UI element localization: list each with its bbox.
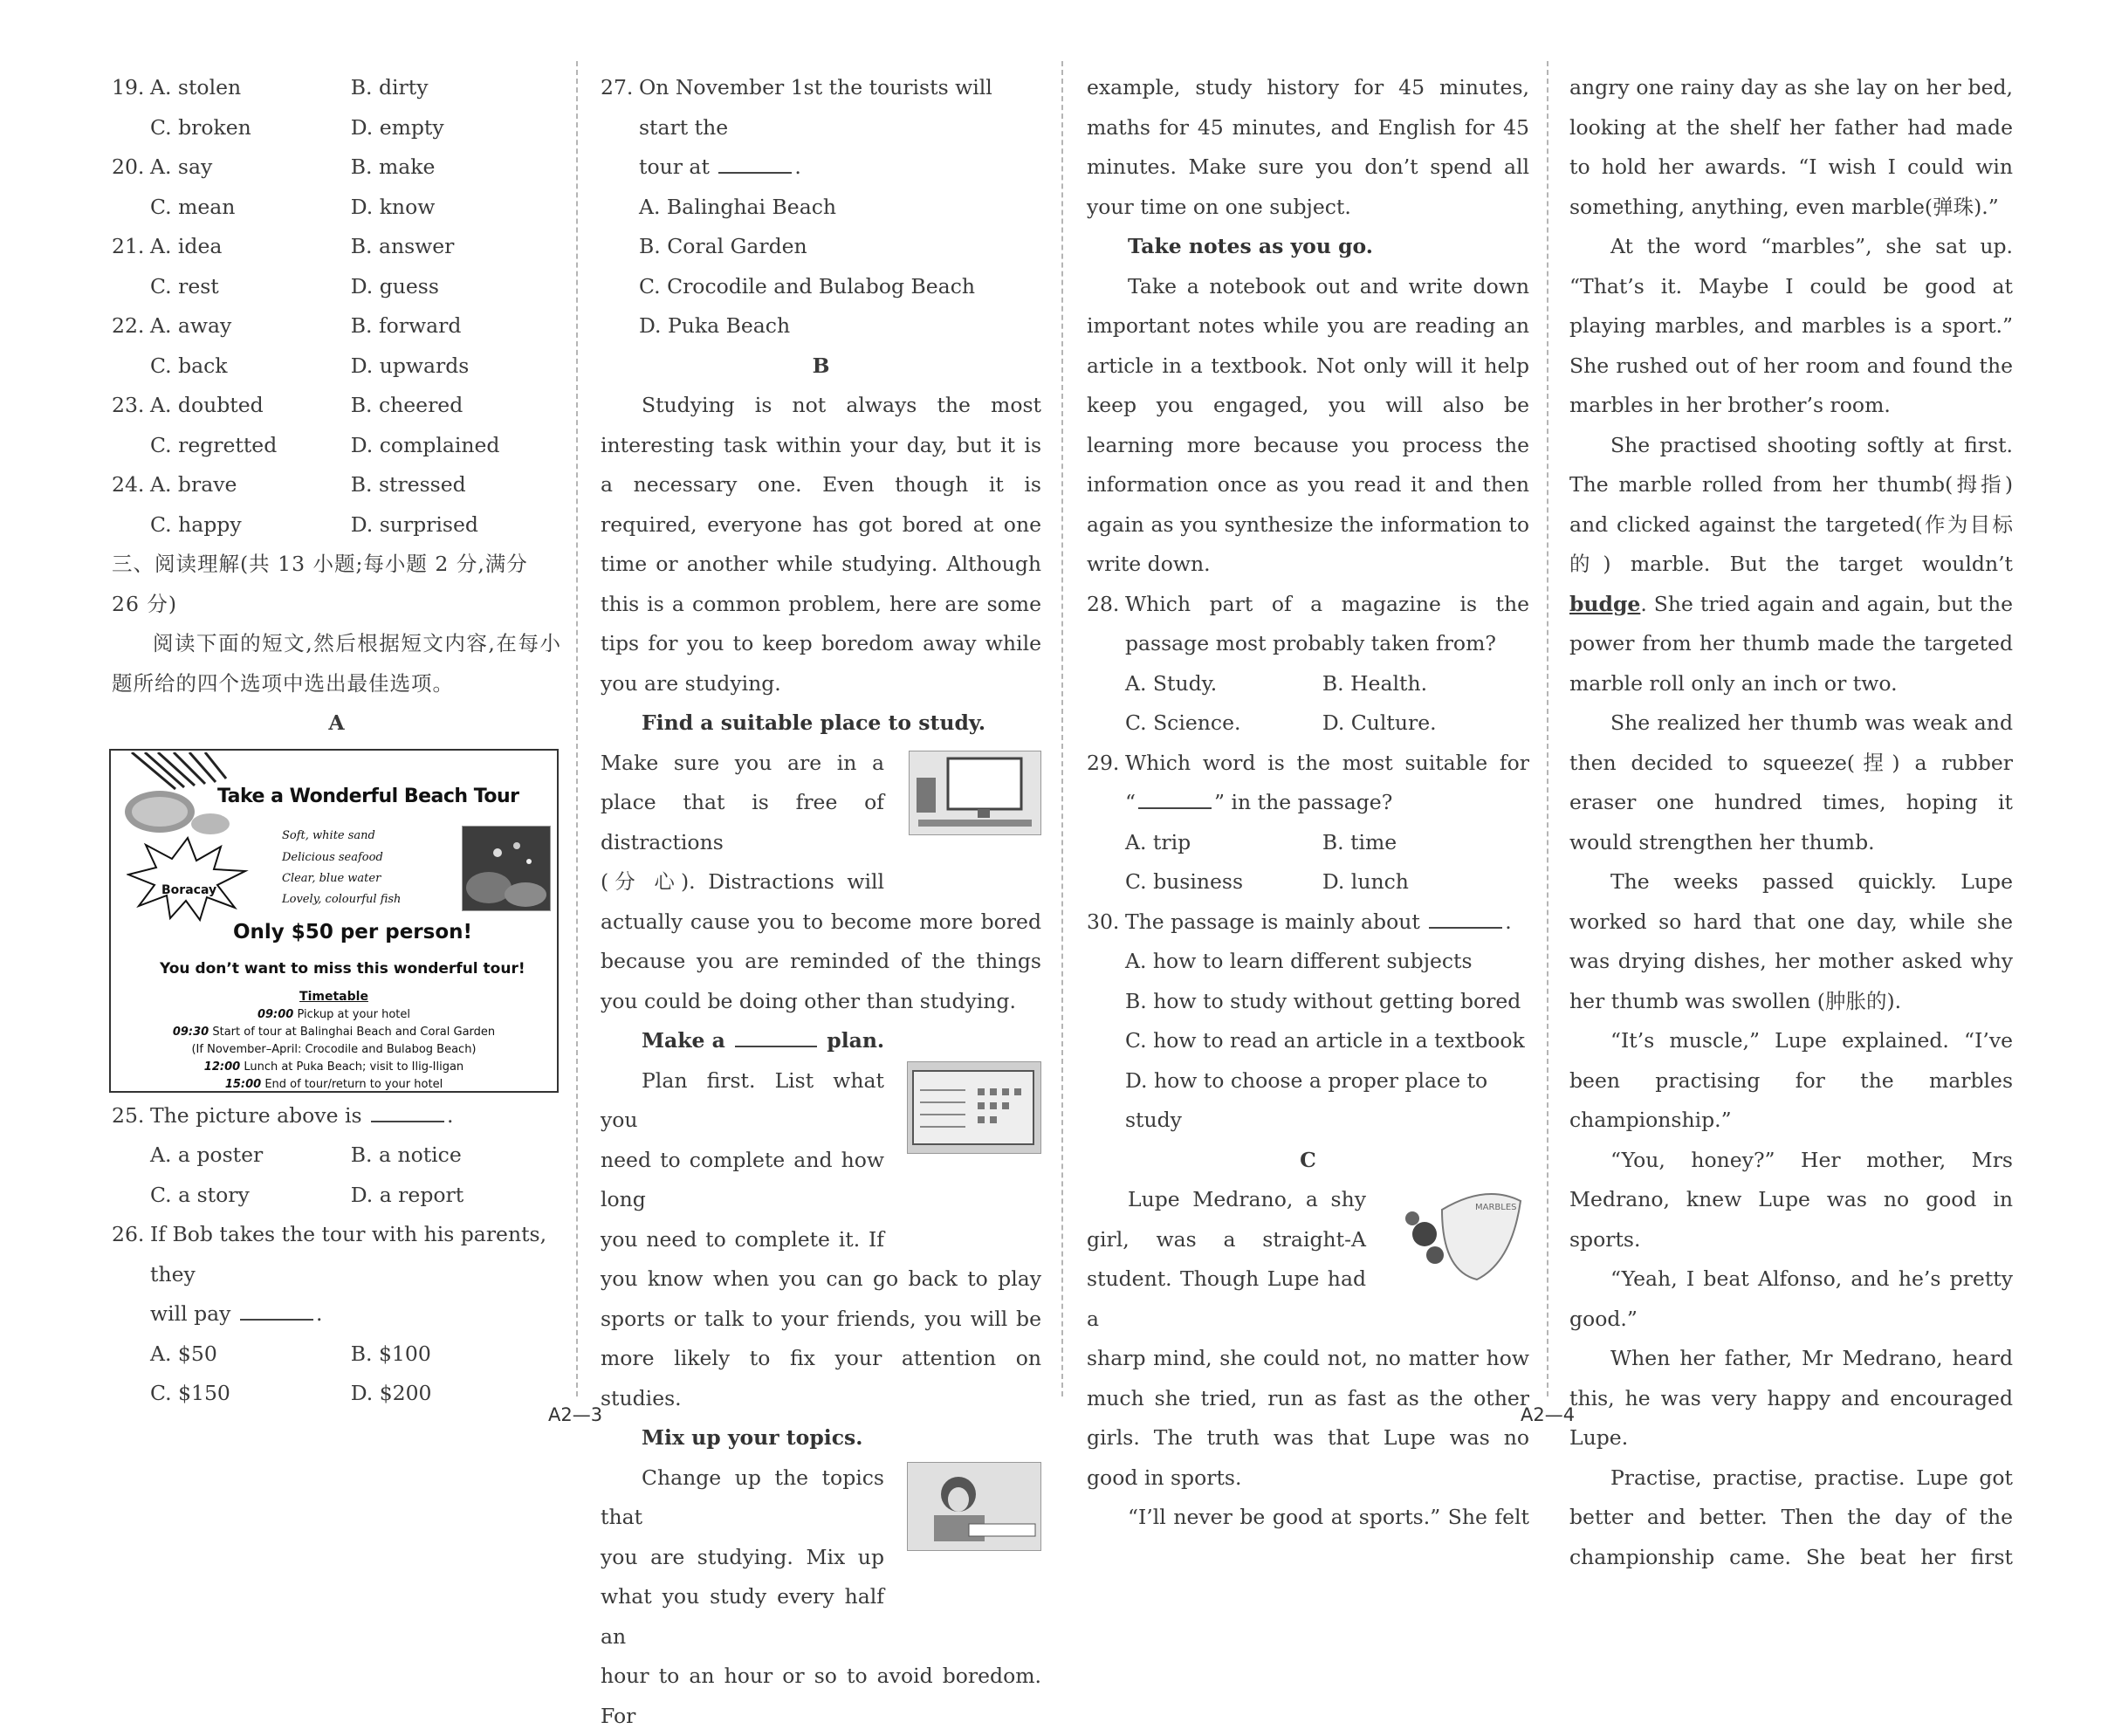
- passage-c-para2: “I’ll never be good at sports.” She felt: [1087, 1498, 1529, 1538]
- column-2: [601, 68, 1041, 1736]
- answer-blank: [718, 154, 792, 174]
- timetable-row: 09:00 Pickup at your hotel: [111, 995, 557, 1035]
- question-21: 21. A. idea B. answer: [112, 227, 561, 267]
- options-29-cd: C. business D. lunch: [1087, 862, 1529, 902]
- question-26: 26. If Bob takes the tour with his parents, they: [112, 1215, 561, 1294]
- answer-blank: [371, 1103, 444, 1122]
- timetable-row: 12:00 Lunch at Puka Beach; visit to Ilig-Iligan: [111, 1047, 557, 1088]
- passage-c-para: The weeks passed quickly. Lupe worked so hard that one day, while she was drying dishes, her mother asked why her thumb was swollen (肿胀的).: [1569, 862, 2013, 1021]
- tip3-block: Change up the topics that you are studying. Mix up what you study every half an hour to an hour or so to avoid boredom. For: [601, 1458, 1041, 1736]
- tip4-text: Take a notebook out and write down important notes while you are reading an article in a textbook. Not only will it help keep you engaged, you will also be learning more because you process the information once as you read it and then again as you synthesize the information to write down.: [1087, 267, 1529, 585]
- poster-title: Take a Wonderful Beach Tour: [217, 777, 518, 817]
- timetable-row: (If November–April: Crocodile and Bulabog Beach): [111, 1030, 557, 1070]
- option-30-a: A. how to learn different subjects: [1087, 942, 1529, 982]
- question-19: 19. A. stolen B. dirty: [112, 68, 561, 108]
- passage-c-para: “You, honey?” Her mother, Mrs Medrano, knew Lupe was no good in sports.: [1569, 1141, 2013, 1260]
- passage-c-para: “It’s muscle,” Lupe explained. “I’ve been practising for the marbles championship.”: [1569, 1021, 2013, 1141]
- column-3: [1087, 68, 1529, 1538]
- options-26-ab: A. $50 B. $100: [112, 1335, 561, 1375]
- page-number: A2—3: [548, 1404, 602, 1425]
- marbles-bag-illustration: [1390, 1184, 1529, 1287]
- options-25-cd: C. a story D. a report: [112, 1176, 561, 1216]
- svg-text:MARBLES: MARBLES: [1475, 1203, 1517, 1212]
- question-24: 24. A. brave B. stressed: [112, 465, 561, 505]
- passage-c-para: “Yeah, I beat Alfonso, and he’s pretty good.”: [1569, 1259, 2013, 1339]
- poster-feature: Soft, white sand: [282, 816, 375, 856]
- question-27-line2: tour at .: [601, 148, 1041, 188]
- column-divider: [1061, 61, 1063, 1396]
- tip-heading: Take notes as you go.: [1087, 227, 1529, 267]
- passage-c-para: When her father, Mr Medrano, heard this, he was very happy and encouraged Lupe.: [1569, 1339, 2013, 1458]
- poster-feature: Lovely, colourful fish: [282, 880, 401, 920]
- column-4: [1569, 68, 2013, 1577]
- question-29-line2: “ ” in the passage?: [1087, 783, 1529, 823]
- timetable-row: 09:30 Start of tour at Balinghai Beach and Coral Garden: [111, 1012, 557, 1053]
- options-29-ab: A. trip B. time: [1087, 823, 1529, 863]
- passage-b-intro: Studying is not always the most interesting task within your day, but it is a necessary one. Even though it is required, everyone has got bored at one time or another while studying. Although this is a common problem, here are some tips for you to keep boredom away while you are studying.: [601, 386, 1041, 703]
- question-22: 22. A. away B. forward: [112, 306, 561, 347]
- answer-blank: [1429, 909, 1502, 929]
- question-30: 30. The passage is mainly about .: [1087, 902, 1529, 943]
- part-a-heading: A: [112, 703, 561, 744]
- passage-c-text: sharp mind, she could not, no matter how much she tried, run as fast as the other girls. The truth was that Lupe was no good in sports.: [1087, 1339, 1529, 1498]
- option-30-b: B. how to study without getting bored: [1087, 982, 1529, 1022]
- option-27-b: B. Coral Garden: [601, 227, 1041, 267]
- timetable-row: 15:00 End of tour/return to your hotel: [111, 1065, 557, 1093]
- options-24-cd: C. happy D. surprised: [112, 505, 561, 546]
- tip2-text: you know when you can go back to play sports or talk to your friends, you will be more likely to fix your attention on studies.: [601, 1259, 1041, 1418]
- passage-c-para: At the word “marbles”, she sat up. “That’s it. Maybe I could be good at playing marbles, and marbles is a sport.” She rushed out of her room and found the marbles in her brother’s room.: [1569, 227, 2013, 426]
- column-1: [112, 68, 561, 1414]
- question-26-line2: will pay .: [112, 1294, 561, 1335]
- poster-price: Only $50 per person!: [233, 913, 472, 953]
- question-23: 23. A. doubted B. cheered: [112, 386, 561, 426]
- beach-tour-poster: [109, 749, 559, 1093]
- question-27: 27. On November 1st the tourists will start the: [601, 68, 1041, 148]
- options-23-cd: C. regretted D. complained: [112, 426, 561, 466]
- option-27-a: A. Balinghai Beach: [601, 188, 1041, 228]
- tip1-block: Make sure you are in a place that is free of distractions (分 心). Distractions will: [601, 744, 1041, 902]
- poster-tagline: You don’t want to miss this wonderful tour!: [160, 950, 525, 990]
- girl-reading-illustration: [907, 1462, 1041, 1551]
- option-27-c: C. Crocodile and Bulabog Beach: [601, 267, 1041, 307]
- answer-blank: [735, 1028, 817, 1047]
- answer-blank: [240, 1301, 313, 1321]
- passage-c-para: She practised shooting softly at first. The marble rolled from her thumb(拇指) and clicked against the targeted(作为目标的) marble. But the target wouldn’t budge. She tried again and again, but the power from her thumb made the targeted marble roll only an inch or two.: [1569, 426, 2013, 704]
- options-20-cd: C. mean D. know: [112, 188, 561, 228]
- passage-c-para: She realized her thumb was weak and then decided to squeeze(捏) a rubber eraser one hundred times, hoping it would strengthen her thumb.: [1569, 703, 2013, 862]
- tip3-continued: example, study history for 45 minutes, maths for 45 minutes, and English for 45 minutes. Make sure you don’t spend all your time on one subject.: [1087, 68, 1529, 227]
- tip-heading: Make a plan.: [601, 1021, 1041, 1061]
- coral-reef-photo: [462, 826, 551, 911]
- section-heading: 三、阅读理解(共 13 小题;每小题 2 分,满分 26 分): [112, 545, 561, 624]
- answer-blank: [1138, 790, 1212, 809]
- passage-c-para: angry one rainy day as she lay on her bed, looking at the shelf her father had made to hold her awards. “I wish I could win something, anything, even marble(弹珠).”: [1569, 68, 2013, 227]
- options-19-cd: C. broken D. empty: [112, 108, 561, 148]
- poster-feature: Delicious seafood: [282, 838, 383, 878]
- options-25-ab: A. a poster B. a notice: [112, 1136, 561, 1176]
- part-c-heading: C: [1087, 1141, 1529, 1181]
- options-28-ab: A. Study. B. Health.: [1087, 664, 1529, 704]
- question-25: 25. The picture above is .: [112, 1096, 561, 1136]
- passage-c-start: MARBLES Lupe Medrano, a shy girl, was a straight-A student. Though Lupe had a: [1087, 1180, 1529, 1339]
- underlined-word: budge: [1569, 592, 1640, 616]
- column-divider: [1547, 61, 1548, 1396]
- section-instructions: 阅读下面的短文,然后根据短文内容,在每小题所给的四个选项中选出最佳选项。: [112, 624, 561, 703]
- option-27-d: D. Puka Beach: [601, 306, 1041, 347]
- timetable-heading: Timetable: [111, 978, 557, 1018]
- page-number: A2—4: [1521, 1404, 1575, 1425]
- passage-c-para: Practise, practise, practise. Lupe got better and better. Then the day of the championship came. She beat her first: [1569, 1458, 2013, 1578]
- question-28: 28. Which part of a magazine is the passage most probably taken from?: [1087, 585, 1529, 664]
- option-30-c: C. how to read an article in a textbook: [1087, 1021, 1529, 1061]
- question-20: 20. A. say B. make: [112, 148, 561, 188]
- poster-feature: Clear, blue water: [282, 859, 381, 899]
- tip2-block: Plan first. List what you need to complete and how long you need to complete it. If: [601, 1061, 1041, 1260]
- options-28-cd: C. Science. D. Culture.: [1087, 703, 1529, 744]
- planner-calendar-illustration: [907, 1061, 1041, 1154]
- options-26-cd: C. $150 D. $200: [112, 1374, 561, 1414]
- tip-heading: Mix up your topics.: [601, 1418, 1041, 1458]
- option-30-d: D. how to choose a proper place to study: [1087, 1061, 1529, 1141]
- part-b-heading: B: [601, 347, 1041, 387]
- poster-place: Boracay: [161, 871, 216, 911]
- options-21-cd: C. rest D. guess: [112, 267, 561, 307]
- computer-desk-illustration: [909, 751, 1041, 835]
- tip-heading: Find a suitable place to study.: [601, 703, 1041, 744]
- tip1-text: actually cause you to become more bored because you are reminded of the things you could be doing other than studying.: [601, 902, 1041, 1022]
- options-22-cd: C. back D. upwards: [112, 347, 561, 387]
- column-divider: [576, 61, 578, 1396]
- question-29: 29. Which word is the most suitable for: [1087, 744, 1529, 784]
